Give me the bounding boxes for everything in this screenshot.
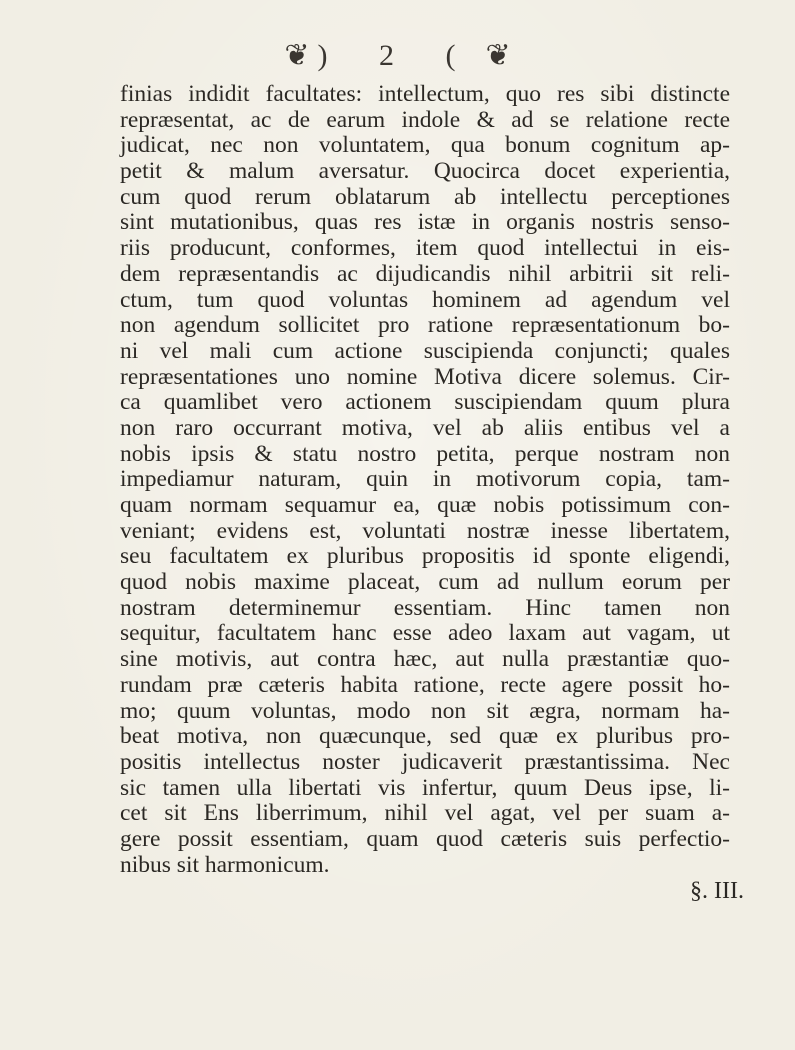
text-line-26: beat motiva, non quæcunque, sed quæ ex pluribus pro- [120, 723, 730, 750]
page-header [0, 34, 795, 74]
header-page-number: ) 2 ( [317, 39, 478, 73]
text-line-14: non raro occurrant motiva, vel ab aliis entibus vel a [120, 414, 730, 441]
text-line-30: gere possit essentiam, quam quod cæteris suis perfectio- [120, 825, 730, 852]
text-line-19: seu facultatem ex pluribus propositis id sponte eligendi, [120, 543, 730, 570]
text-line-16: impediamur naturam, quin in motivorum copia, tam- [120, 466, 730, 493]
text-line-21: nostram determinemur essentiam. Hinc tamen non [120, 594, 730, 621]
text-line-2: repræsentat, ac de earum indole & ad se relatione recte [120, 106, 730, 133]
fleuron-right-icon: ❦ [485, 39, 511, 73]
text-line-5: cum quod rerum oblatarum ab intellectu perceptiones [120, 183, 730, 210]
text-line-29: cet sit Ens liberrimum, nihil vel agat, vel per suam a- [120, 800, 730, 827]
fleuron-left-icon: ❦ [284, 39, 310, 73]
text-line-12: repræsentationes uno nomine Motiva dicere solemus. Cir- [120, 363, 730, 390]
text-line-8: dem repræsentandis ac dijudicandis nihil arbitrii sit reli- [120, 260, 730, 287]
text-line-3: judicat, nec non voluntatem, qua bonum cognitum ap- [120, 132, 730, 159]
text-line-9: ctum, tum quod voluntas hominem ad agendum vel [120, 286, 730, 313]
text-line-25: mo; quum voluntas, modo non sit ægra, normam ha- [120, 697, 730, 724]
text-line-23: sine motivis, aut contra hæc, aut nulla præstantiæ quo- [120, 646, 730, 673]
text-line-18: veniant; evidens est, voluntati nostræ inesse libertatem, [120, 517, 730, 544]
catchword: §. III. [690, 878, 744, 904]
text-line-22: sequitur, facultatem hanc esse adeo laxam aut vagam, ut [120, 620, 730, 647]
text-line-15: nobis ipsis & statu nostro petita, perque nostram non [120, 440, 730, 467]
text-line-20: quod nobis maxime placeat, cum ad nullum eorum per [120, 569, 730, 596]
text-line-11: ni vel mali cum actione suscipienda conjuncti; quales [120, 337, 730, 364]
text-line-1: finias indidit facultates: intellectum, quo res sibi distincte [120, 81, 730, 107]
text-line-31: nibus sit harmonicum. [120, 851, 330, 878]
text-line-6: sint mutationibus, quas res istæ in organis nostris senso- [120, 209, 730, 236]
text-line-13: ca quamlibet vero actionem suscipiendam quum plura [120, 389, 730, 416]
text-line-17: quam normam sequamur ea, quæ nobis potissimum con- [120, 492, 730, 518]
text-line-4: petit & malum aversatur. Quocirca docet experientia, [120, 158, 730, 185]
text-line-28: sic tamen ulla libertati vis infertur, quum Deus ipse, li- [120, 774, 730, 801]
text-line-7: riis producunt, conformes, item quod intellectui in eis- [120, 235, 730, 262]
text-line-24: rundam præ cæteris habita ratione, recte agere possit ho- [120, 671, 730, 698]
text-line-10: non agendum sollicitet pro ratione repræsentationum bo- [120, 312, 730, 339]
text-line-27: positis intellectus noster judicaverit præstantissima. Nec [120, 748, 730, 775]
body-text [120, 82, 730, 878]
